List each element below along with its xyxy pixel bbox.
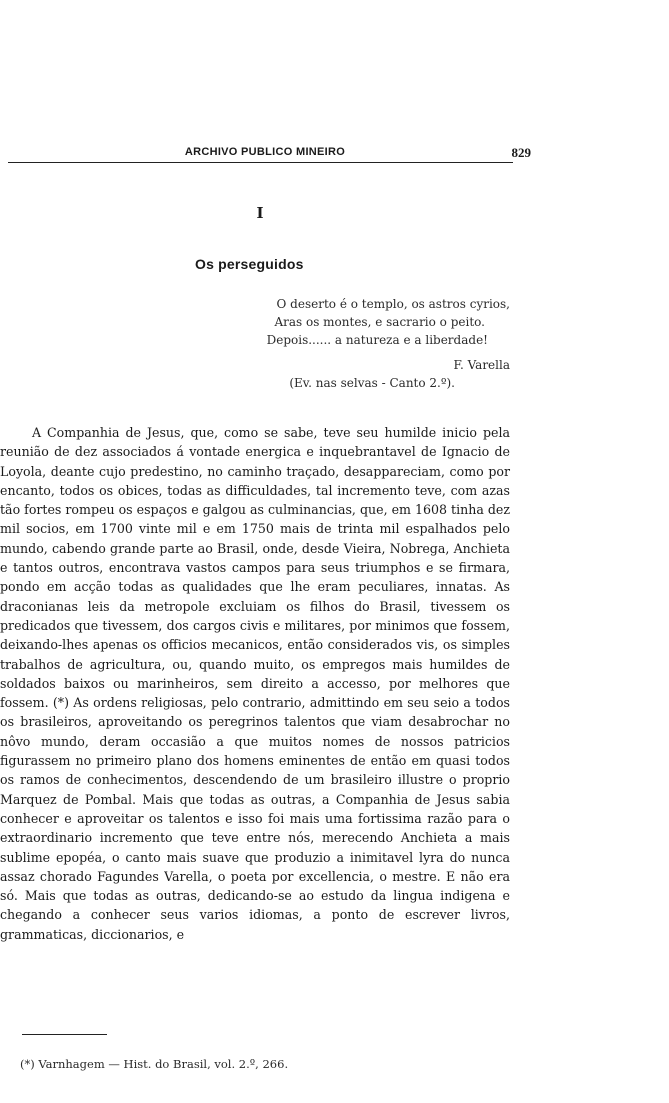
epigraph-line: O deserto é o templo, os astros cyrios, [276, 297, 510, 311]
footnote: (*) Varnhagem — Hist. do Brasil, vol. 2.º, 266. [20, 1057, 289, 1071]
epigraph [0, 295, 510, 392]
epigraph-author: F. Varella [453, 358, 510, 372]
footnote-rule [22, 1034, 107, 1035]
header-rule [8, 162, 513, 163]
epigraph-line: Depois...... a natureza e a liberdade! [266, 333, 488, 347]
section-number: I [256, 204, 264, 222]
epigraph-source: (Ev. nas selvas - Canto 2.º). [289, 376, 455, 390]
page-header [0, 142, 669, 168]
body-paragraph: A Companhia de Jesus, que, como se sabe, teve seu humilde inicio pela reunião de dez associados á vontade energica e inquebrantavel de Ignacio de Loyola, deante cujo predestino, no caminho traçado, desappareciam, como por encanto, todos os obices, todas as difficuldades, tal incremento teve, com azas tão fortes rompeu os espaços e galgou as culminancias, que, em 1608 tinha dez mil socios, em 1700 vinte mil e em 1750 mais de trinta mil espalhados pelo mundo, cabendo grande parte ao Brasil, onde, desde Vieira, Nobrega, Anchieta e tantos outros, encontrava vastos campos para seus triumphos e se firmara, pondo em acção todas as qualidades que lhe eram peculiares, innatas. As draconianas leis da metropole excluiam os filhos do Brasil, tivessem os predicados que tivessem, dos cargos civis e militares, por minimos que fossem, deixando-lhes apenas os officios mecanicos, então considerados vis, os simples trabalhos de agricultura, ou, quando muito, os empregos mais humildes de soldados baixos ou marinheiros, sem direito a accesso, por melhores que fossem. (*) As ordens religiosas, pelo contrario, admittindo em seu seio a todos os brasileiros, aproveitando os peregrinos talentos que viam desabrochar no nôvo mundo, deram occasião a que muitos nomes de nossos patricios figurassem no primeiro plano dos homens eminentes de então em quasi todos os ramos de conhecimentos, descendendo de um brasileiro illustre o proprio Marquez de Pombal. Mais que todas as outras, a Companhia de Jesus sabia conhecer e aproveitar os talentos e isso foi mais uma fortissima razão para o extraordinario incremento que teve entre nós, merecendo Anchieta a mais sublime epopéa, o canto mais suave que produzio a inimitavel lyra do nunca assaz chorado Fagundes Varella, o poeta por excellencia, o mestre. E não era só. Mais que todas as outras, dedicando-se ao estudo da lingua indigena e chegando a conhecer seus varios idiomas, a ponto de escrever livros, grammaticas, diccionarios, e [0, 425, 510, 942]
page-number: 829 [511, 145, 531, 160]
epigraph-line: Aras os montes, e sacrario o peito. [274, 315, 485, 329]
section-title: Os perseguidos [195, 256, 304, 272]
running-title: ARCHIVO PUBLICO MINEIRO [184, 146, 346, 158]
